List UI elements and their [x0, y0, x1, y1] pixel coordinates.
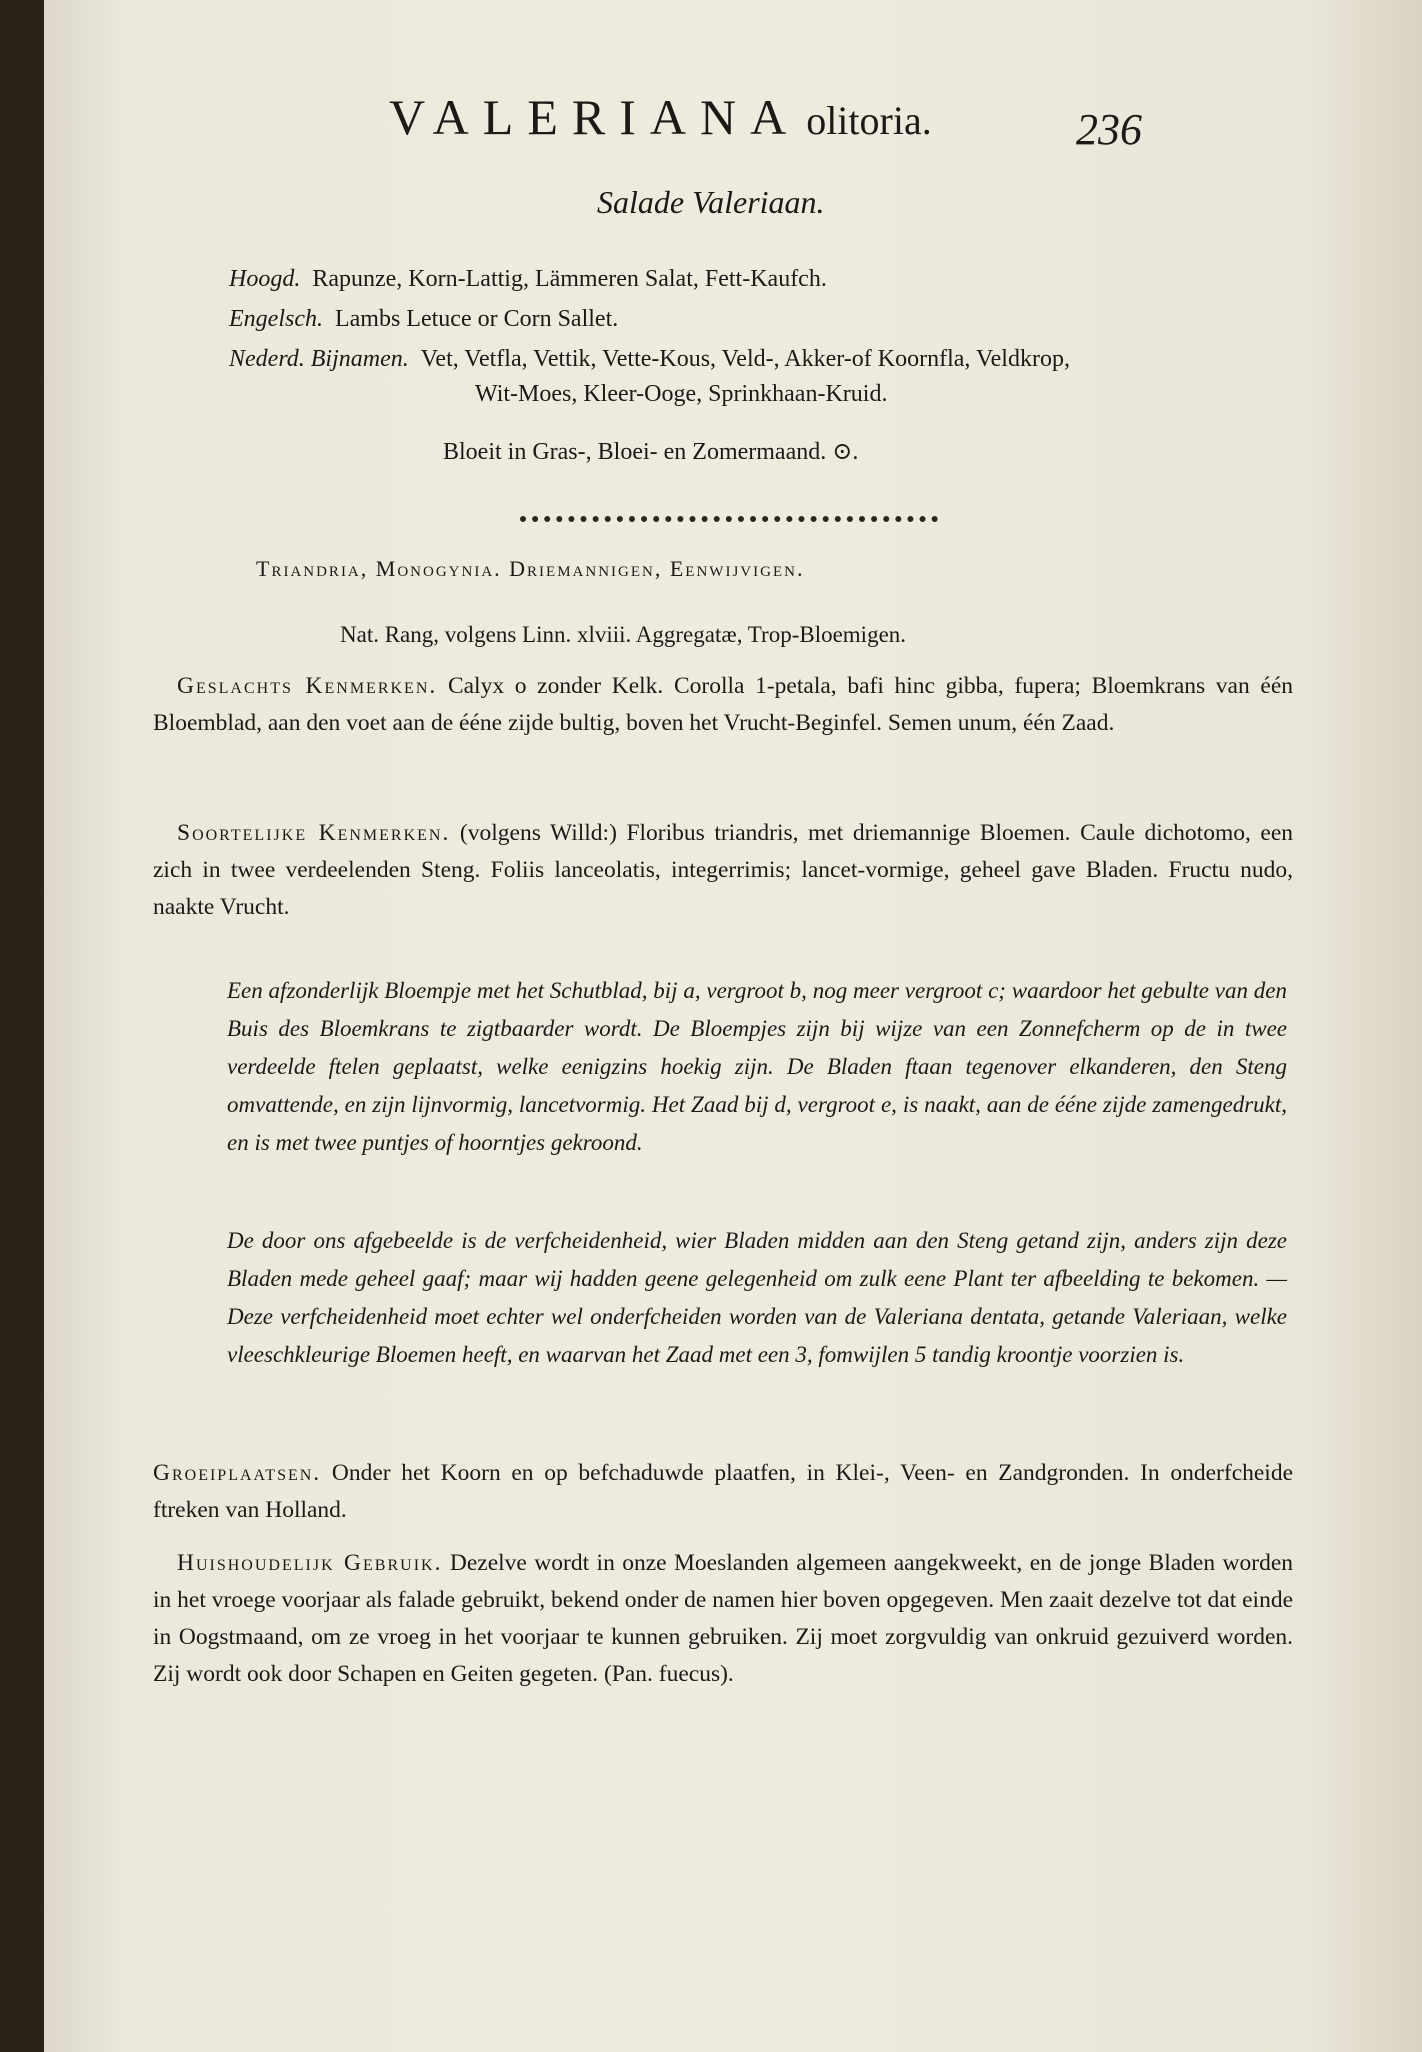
figure-description: Een afzonderlijk Bloempje met het Schutblad, bij a, vergroot b, nog meer vergroot c; waardoor het gebulte van den Buis des Bloemkrans te zigtbaarder wordt. De Bloempjes zijn bij wijze van een Zonnefcherm op de in twee verdeelde ftelen geplaatst, welke eenigzins hoekig zijn. De Bladen ftaan tegenover elkanderen, den Steng omvattende, en zijn lijnvormig, lancetvormig. Het Zaad bij d, vergroot e, is naakt, aan de ééne zijde zamengedrukt, en is met twee puntjes of hoorntjes gekroond.: [227, 978, 1287, 1155]
section-heading: Soortelijke Kenmerken.: [177, 820, 451, 846]
huishoudelijk-gebruik: [153, 1545, 1293, 1693]
ornamental-rule: [520, 516, 938, 522]
section-text: Onder het Koorn en op befchaduwde plaatfen, in Klei-, Veen- en Zandgronden. In onderfcheide ftreken van Holland.: [153, 1460, 1294, 1523]
name-text: Lambs Letuce or Corn Sallet.: [334, 306, 619, 332]
genus-title: [389, 88, 932, 146]
section-text: (volgens Willd:) Floribus triandris, met driemannige Bloemen. Caule dichotomo, een zich in twee verdeelenden Steng. Foliis lanceolatis, integerrimis; lancet-vormige, geheel gave Bladen. Fructu nudo, naakte Vrucht.: [153, 820, 1293, 920]
section-text: Dezelve wordt in onze Moeslanden algemeen aangekweekt, en de jonge Bladen worden in het vroege voorjaar als falade gebruikt, bekend onder de namen hier boven opgegeven. Men zaait dezelve tot dat einde in Oogstmaand, om ze vroeg in het voorjaar te kunnen gebruiken. Zij moet zorgvuldig van onkruid gezuiverd worden. Zij wordt ook door Schapen en Geiten gegeten. (Pan. fuecus).: [153, 1550, 1294, 1687]
name-lang: Nederd. Bijnamen.: [229, 346, 409, 372]
name-lang: Engelsch.: [229, 306, 323, 332]
soortelijke-kenmerken: [153, 815, 1293, 926]
name-line-nederd: [229, 342, 1070, 376]
common-name: Salade Valeriaan.: [597, 184, 825, 220]
name-text: Wit-Moes, Kleer-Ooge, Sprinkhaan-Kruid.: [475, 381, 888, 407]
section-heading: Geslachts Kenmerken.: [177, 673, 438, 699]
section-text: Calyx o zonder Kelk. Corolla 1-petala, bafi hinc gibba, fupera; Bloemkrans van één Bloemblad, aan den voet aan de ééne zijde bultig, boven het Vrucht-Beginfel. Semen unum, één Zaad.: [153, 673, 1294, 736]
name-lang: Hoogd.: [229, 266, 301, 292]
variety-note: De door ons afgebeelde is de verfcheidenheid, wier Bladen midden aan den Steng getand zijn, anders zijn deze Bladen mede geheel gaaf; maar wij hadden geene gelegenheid om zulk eene Plant ter afbeelding te bekomen. — Deze verfcheidenheid moet echter wel onderfcheiden worden van de Valeriana dentata, getande Valeriaan, welke vleeschkleurige Bloemen heeft, en waarvan het Zaad met een 3, fomwijlen 5 tandig kroontje voorzien is.: [227, 1228, 1287, 1367]
flowering-period: Bloeit in Gras-, Bloei- en Zomermaand. ⊙.: [443, 439, 859, 465]
geslachts-kenmerken: [153, 668, 1293, 742]
page-number: 236: [1076, 105, 1142, 154]
name-line-nederd-cont: [475, 377, 887, 411]
groeiplaatsen: [153, 1455, 1293, 1529]
species-epithet: olitoria.: [806, 98, 932, 143]
section-heading: Groeiplaatsen.: [153, 1460, 322, 1486]
name-line-hoogd: [229, 262, 827, 296]
classification-line: Triandria, Monogynia. Driemannigen, Eenwijvigen.: [256, 556, 805, 581]
name-text: Vet, Vetfla, Vettik, Vette-Kous, Veld-, Akker-of Koornfla, Veldkrop,: [420, 346, 1070, 372]
natural-rank: Nat. Rang, volgens Linn. xlviii. Aggregatæ, Trop-Bloemigen.: [340, 622, 907, 647]
book-page: [44, 0, 1422, 2052]
name-text: Rapunze, Korn-Lattig, Lämmeren Salat, Fett-Kaufch.: [312, 266, 827, 292]
section-heading: Huishoudelijk Gebruik.: [177, 1550, 443, 1576]
genus-name: VALERIANA: [389, 89, 801, 145]
name-line-engelsch: [229, 302, 618, 336]
